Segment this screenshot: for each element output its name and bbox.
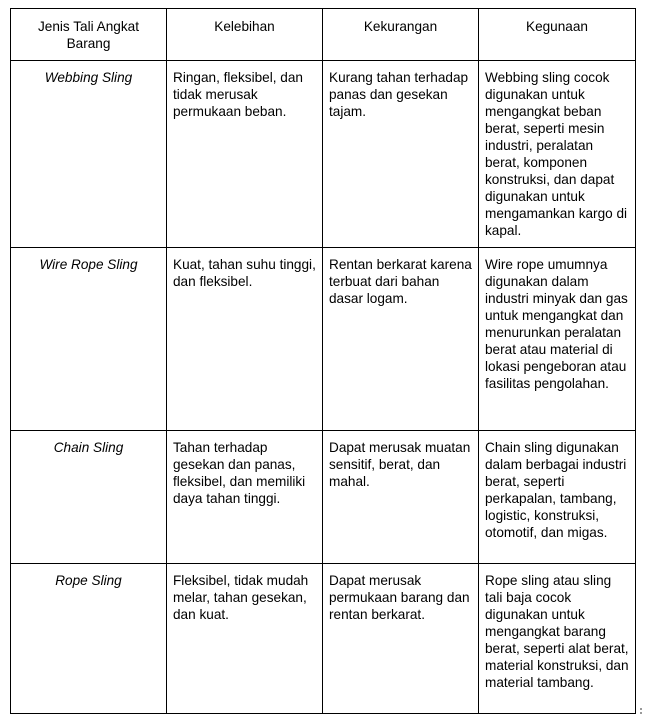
kegunaan-cell: Wire rope umumnya digunakan dalam industri minyak dan gas untuk mengangkat dan menurunkan peralatan berat atau material di lokasi pengeboran atau fasilitas pengolahan. xyxy=(479,248,636,431)
table-row xyxy=(11,564,636,714)
header-jenis: Jenis Tali Angkat Barang xyxy=(11,9,167,61)
sling-comparison-table xyxy=(10,8,636,714)
kelebihan-cell: Fleksibel, tidak mudah melar, tahan gesekan, dan kuat. xyxy=(167,564,323,714)
sling-name: Wire Rope Sling xyxy=(11,248,167,431)
kekurangan-cell: Dapat merusak permukaan barang dan rentan berkarat. xyxy=(323,564,479,714)
kelebihan-cell: Ringan, fleksibel, dan tidak merusak permukaan beban. xyxy=(167,61,323,248)
header-kegunaan: Kegunaan xyxy=(479,9,636,61)
kegunaan-cell: Webbing sling cocok digunakan untuk mengangkat beban berat, seperti mesin industri, peralatan berat, komponen konstruksi, dan dapat digunakan untuk mengamankan kargo di kapal. xyxy=(479,61,636,248)
kekurangan-cell: Rentan berkarat karena terbuat dari bahan dasar logam. xyxy=(323,248,479,431)
kelebihan-cell: Tahan terhadap gesekan dan panas, fleksibel, dan memiliki daya tahan tinggi. xyxy=(167,431,323,564)
corner-dots-icon xyxy=(640,708,643,716)
table-row xyxy=(11,248,636,431)
header-kelebihan: Kelebihan xyxy=(167,9,323,61)
sling-name: Rope Sling xyxy=(11,564,167,714)
kegunaan-cell: Chain sling digunakan dalam berbagai industri berat, seperti perkapalan, tambang, logistic, konstruksi, otomotif, dan migas. xyxy=(479,431,636,564)
kegunaan-cell: Rope sling atau sling tali baja cocok digunakan untuk mengangkat barang berat, seperti alat berat, material konstruksi, dan material tambang. xyxy=(479,564,636,714)
sling-name: Chain Sling xyxy=(11,431,167,564)
table-row xyxy=(11,431,636,564)
header-row xyxy=(11,9,636,61)
kelebihan-cell: Kuat, tahan suhu tinggi, dan fleksibel. xyxy=(167,248,323,431)
kekurangan-cell: Kurang tahan terhadap panas dan gesekan tajam. xyxy=(323,61,479,248)
kekurangan-cell: Dapat merusak muatan sensitif, berat, dan mahal. xyxy=(323,431,479,564)
table-row xyxy=(11,61,636,248)
header-kekurangan: Kekurangan xyxy=(323,9,479,61)
sling-name: Webbing Sling xyxy=(11,61,167,248)
